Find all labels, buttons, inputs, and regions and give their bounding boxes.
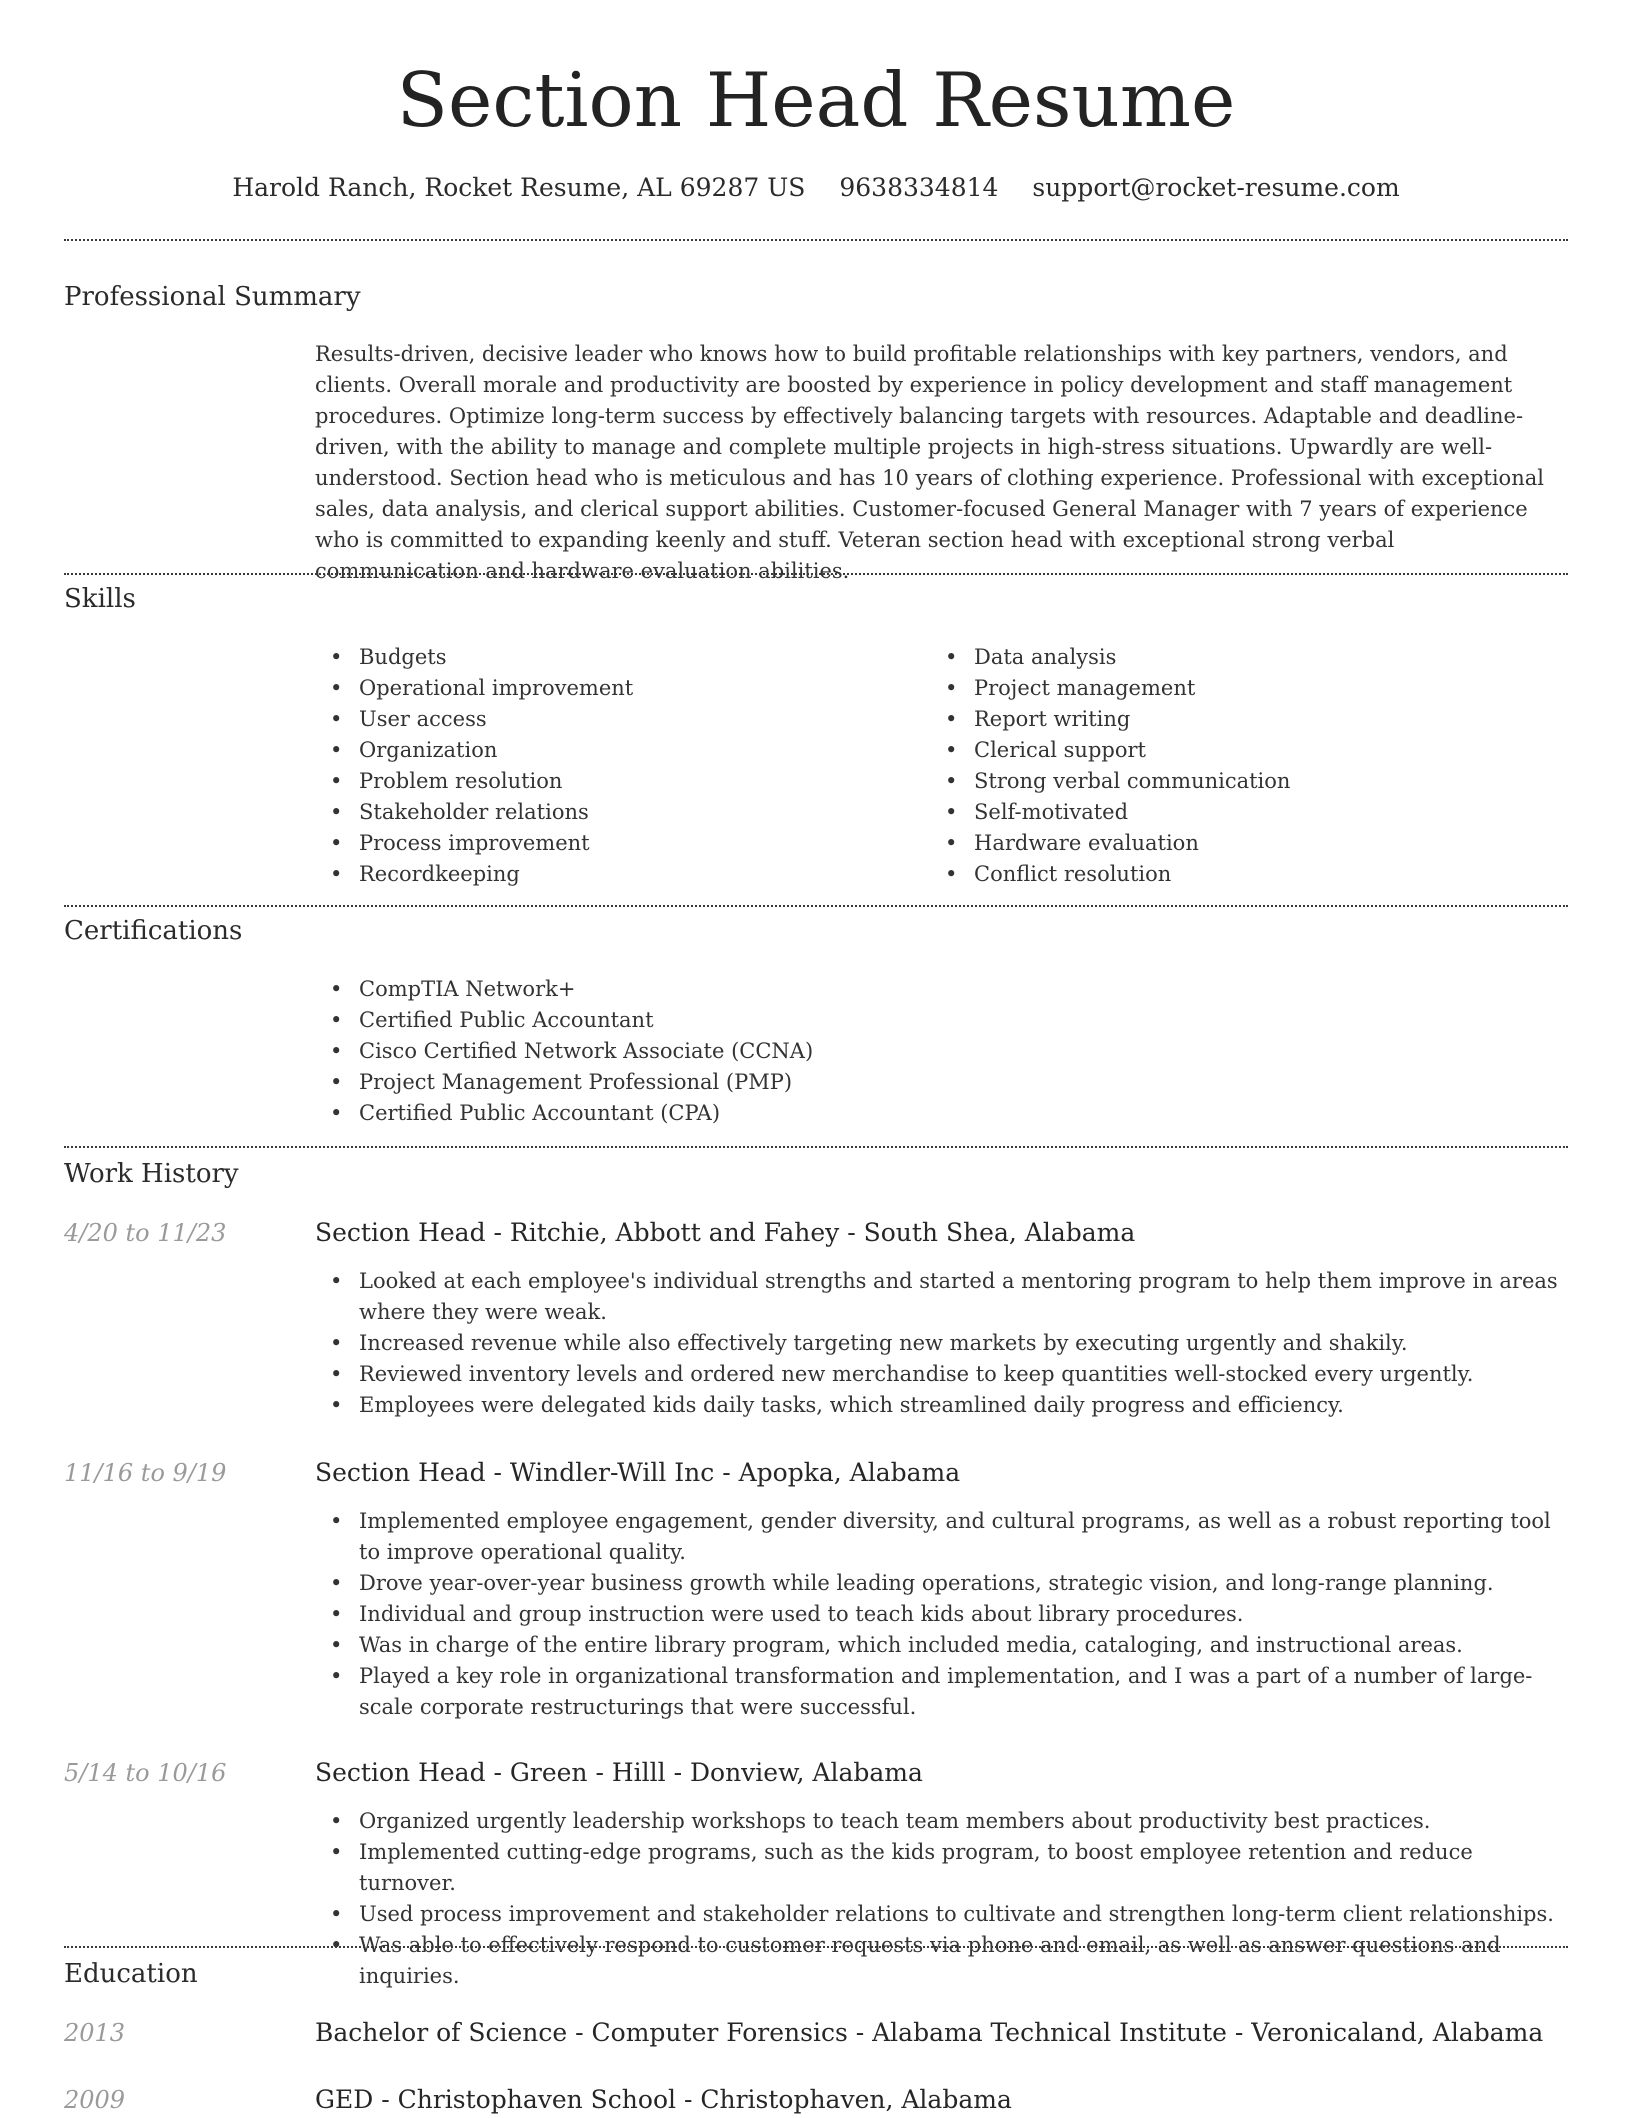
job-bullet: • Implemented employee engagement, gender diversity, and cultural programs, as well as a robust reporting tool to improve operational quality. [315,1506,1565,1568]
section-divider [64,905,1568,907]
certifications-list [315,974,1555,1129]
skill-item: • Problem resolution [315,766,915,797]
skill-item: • Operational improvement [315,673,915,704]
summary-heading: Professional Summary [64,282,361,312]
contact-email: support@rocket-resume.com [1032,173,1400,202]
skill-item: • Recordkeeping [315,859,915,890]
contact-phone: 9638334814 [839,173,999,202]
certification-item: • Project Management Professional (PMP) [315,1067,1555,1098]
certification-item: • Certified Public Accountant (CPA) [315,1098,1555,1129]
skill-item: • Clerical support [930,735,1550,766]
job-bullet: • Individual and group instruction were used to teach kids about library procedures. [315,1599,1565,1630]
job-title: Section Head - Windler-Will Inc - Apopka, Alabama [315,1458,961,1487]
job-bullet: • Was in charge of the entire library program, which included media, cataloging, and instructional areas. [315,1630,1565,1661]
job-bullet: • Looked at each employee's individual strengths and started a mentoring program to help them improve in areas where they were weak. [315,1266,1565,1328]
job-title: Section Head - Ritchie, Abbott and Fahey - South Shea, Alabama [315,1218,1136,1247]
skill-item: • Report writing [930,704,1550,735]
job-bullet: • Played a key role in organizational transformation and implementation, and I was a part of a number of large-scale corporate restructurings that were successful. [315,1661,1565,1723]
section-divider [64,1146,1568,1148]
job-bullet: • Organized urgently leadership workshops to teach team members about productivity best practices. [315,1806,1565,1837]
certification-item: • Certified Public Accountant [315,1005,1555,1036]
skill-item: • Budgets [315,642,915,673]
skill-item: • Organization [315,735,915,766]
job-bullet: • Used process improvement and stakeholder relations to cultivate and strengthen long-term client relationships. [315,1899,1565,1930]
certifications-heading: Certifications [64,916,243,946]
job-dates: 11/16 to 9/19 [64,1459,227,1487]
section-divider [64,573,1568,575]
skill-item: • Hardware evaluation [930,828,1550,859]
skill-item: • Strong verbal communication [930,766,1550,797]
work-history-heading: Work History [64,1159,239,1189]
job-bullet: • Drove year-over-year business growth while leading operations, strategic vision, and long-range planning. [315,1568,1565,1599]
skills-list-right [930,642,1550,890]
job-bullet: • Employees were delegated kids daily tasks, which streamlined daily progress and efficiency. [315,1390,1565,1421]
skill-item: • Self-motivated [930,797,1550,828]
skill-item: • Stakeholder relations [315,797,915,828]
job-bullets [315,1806,1565,1992]
job-bullet: • Implemented cutting-edge programs, such as the kids program, to boost employee retention and reduce turnover. [315,1837,1565,1899]
skills-heading: Skills [64,584,136,614]
section-divider [64,239,1568,241]
certification-item: • CompTIA Network+ [315,974,1555,1005]
job-bullet: • Reviewed inventory levels and ordered new merchandise to keep quantities well-stocked every urgently. [315,1359,1565,1390]
education-year: 2009 [64,2086,126,2114]
job-dates: 5/14 to 10/16 [64,1759,227,1787]
job-dates: 4/20 to 11/23 [64,1219,227,1247]
summary-text: Results-driven, decisive leader who knows how to build profitable relationships with key partners, vendors, and clients. Overall morale and productivity are boosted by experience in policy development and staff management procedures. Optimize long-term success by effectively balancing targets with resources. Adaptable and deadline-driven, with the ability to manage and complete multiple projects in high-stress situations. Upwardly are well-understood. Section head who is meticulous and has 10 years of clothing experience. Professional with exceptional sales, data analysis, and clerical support abilities. Customer-focused General Manager with 7 years of experience who is committed to expanding keenly and stuff. Veteran section head with exceptional strong verbal communication and hardware evaluation abilities. [315,342,1544,583]
contact-line [0,170,1632,206]
skill-item: • Project management [930,673,1550,704]
skills-list-left [315,642,915,890]
job-bullets [315,1506,1565,1723]
resume-title: Section Head Resume [396,56,1236,144]
education-heading: Education [64,1959,198,1989]
education-detail: GED - Christophaven School - Christophaven, Alabama [315,2085,1012,2114]
skill-item: • User access [315,704,915,735]
job-bullet: • Was able to effectively respond to customer requests via phone and email, as well as answer questions and inquiries. [315,1930,1565,1992]
certification-item: • Cisco Certified Network Associate (CCNA) [315,1036,1555,1067]
contact-address: Harold Ranch, Rocket Resume, AL 69287 US [232,173,806,202]
job-title: Section Head - Green - Hilll - Donview, Alabama [315,1758,923,1787]
education-detail: Bachelor of Science - Computer Forensics - Alabama Technical Institute - Veronicaland, Alabama [315,2018,1544,2047]
education-year: 2013 [64,2019,126,2047]
job-bullet: • Increased revenue while also effectively targeting new markets by executing urgently and shakily. [315,1328,1565,1359]
job-bullets [315,1266,1565,1421]
skill-item: • Process improvement [315,828,915,859]
skill-item: • Conflict resolution [930,859,1550,890]
skill-item: • Data analysis [930,642,1550,673]
section-divider [64,1946,1568,1948]
